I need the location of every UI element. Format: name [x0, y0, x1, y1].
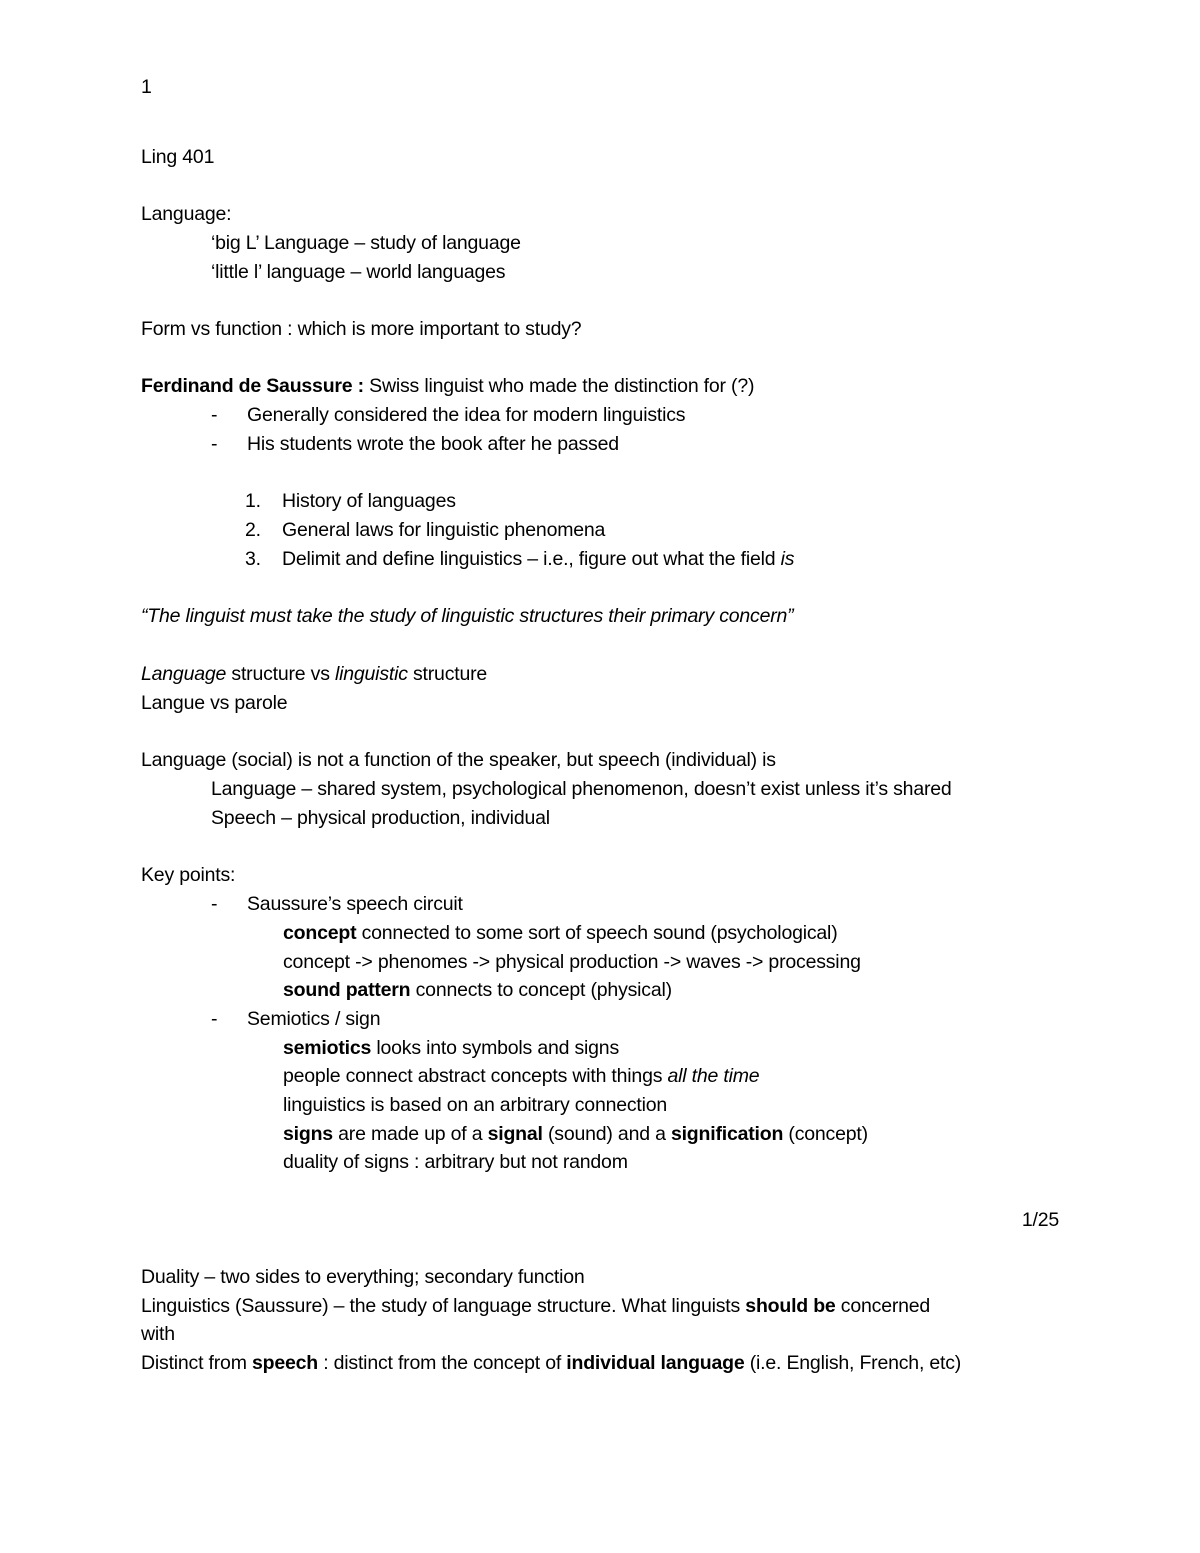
saussure-line — [141, 374, 754, 398]
key-points-heading: Key points: — [141, 864, 236, 886]
bullet-dash: - — [211, 893, 218, 915]
big-l-line: ‘big L’ Language – study of language — [211, 232, 521, 254]
saussure-desc: Swiss linguist who made the distinction for (?) — [363, 375, 755, 397]
structure-c: linguistic — [334, 663, 408, 685]
speech-physical-line: Speech – physical production, individual — [211, 807, 550, 829]
structure-line — [141, 662, 487, 686]
term-sound-pattern: sound pattern — [283, 979, 411, 1001]
semiotics-line-4-text-3: (concept) — [783, 1123, 868, 1145]
circuit-title: Saussure’s speech circuit — [247, 893, 463, 915]
circuit-line-3 — [283, 978, 672, 1002]
distinct-text-3: (i.e. English, French, etc) — [744, 1352, 962, 1374]
date-label: 1/25 — [1021, 1209, 1059, 1231]
circuit-line-1-text: connected to some sort of speech sound (psychological) — [356, 922, 838, 944]
bullet-dash: - — [211, 404, 218, 426]
structure-d: structure — [407, 663, 488, 685]
item-number: 2. — [245, 519, 261, 541]
circuit-line-2: concept -> phenomes -> physical production -> waves -> processing — [283, 951, 861, 973]
item-text-wrap — [282, 547, 794, 571]
bullet-dash: - — [211, 1008, 218, 1030]
linguistics-def-continued: with — [141, 1323, 175, 1345]
semiotics-line-1 — [283, 1036, 619, 1060]
item-text: General laws for linguistic phenomena — [282, 519, 606, 541]
semiotics-line-5: duality of signs : arbitrary but not random — [283, 1151, 628, 1173]
linguistics-def-text-2: concerned — [835, 1295, 931, 1317]
bullet-text: Generally considered the idea for modern linguistics — [247, 404, 686, 426]
saussure-quote: “The linguist must take the study of linguistic structures their primary concern” — [141, 605, 794, 627]
circuit-line-1 — [283, 921, 837, 945]
term-signal: signal — [487, 1123, 543, 1145]
item-text: Delimit and define linguistics – i.e., figure out what the field — [282, 548, 781, 570]
semiotics-line-3: linguistics is based on an arbitrary connection — [283, 1094, 668, 1116]
term-individual-language: individual language — [566, 1352, 745, 1374]
item-text: History of languages — [282, 490, 456, 512]
form-vs-function-line: Form vs function : which is more important to study? — [141, 318, 582, 340]
distinct-text-1: Distinct from — [141, 1352, 252, 1374]
term-semiotics: semiotics — [283, 1037, 372, 1059]
semiotics-line-4-text-2: (sound) and a — [542, 1123, 671, 1145]
language-shared-line: Language – shared system, psychological phenomenon, doesn’t exist unless it’s shared — [211, 778, 952, 800]
social-line: Language (social) is not a function of the speaker, but speech (individual) is — [141, 749, 776, 771]
langue-parole-line: Langue vs parole — [141, 692, 288, 714]
linguistics-def-text-1: Linguistics (Saussure) – the study of language structure. What linguists — [141, 1295, 746, 1317]
course-title: Ling 401 — [141, 146, 215, 168]
saussure-name: Ferdinand de Saussure : — [141, 375, 364, 397]
emphasis-all-the-time: all the time — [667, 1065, 760, 1087]
item-number: 1. — [245, 490, 261, 512]
semiotics-line-1-text: looks into symbols and signs — [371, 1037, 619, 1059]
distinct-text-2: : distinct from the concept of — [317, 1352, 567, 1374]
term-should-be: should be — [745, 1295, 836, 1317]
distinct-line — [141, 1351, 961, 1375]
structure-b: structure vs — [226, 663, 335, 685]
term-signs: signs — [283, 1123, 333, 1145]
page-number: 1 — [141, 76, 152, 98]
item-number: 3. — [245, 548, 261, 570]
linguistics-def-line — [141, 1294, 930, 1318]
language-heading: Language: — [141, 203, 232, 225]
structure-a: Language — [141, 663, 227, 685]
semiotics-title: Semiotics / sign — [247, 1008, 381, 1030]
semiotics-line-2-text: people connect abstract concepts with things — [283, 1065, 668, 1087]
semiotics-line-2 — [283, 1064, 759, 1088]
duality-line: Duality – two sides to everything; secondary function — [141, 1266, 585, 1288]
term-concept: concept — [283, 922, 357, 944]
bullet-dash: - — [211, 433, 218, 455]
term-signification: signification — [670, 1123, 784, 1145]
bullet-text: His students wrote the book after he passed — [247, 433, 619, 455]
semiotics-line-4 — [283, 1122, 868, 1146]
term-speech: speech — [251, 1352, 318, 1374]
circuit-line-3-text: connects to concept (physical) — [410, 979, 672, 1001]
item-emphasis: is — [780, 548, 795, 570]
little-l-line: ‘little l’ language – world languages — [211, 261, 506, 283]
semiotics-line-4-text-1: are made up of a — [332, 1123, 488, 1145]
